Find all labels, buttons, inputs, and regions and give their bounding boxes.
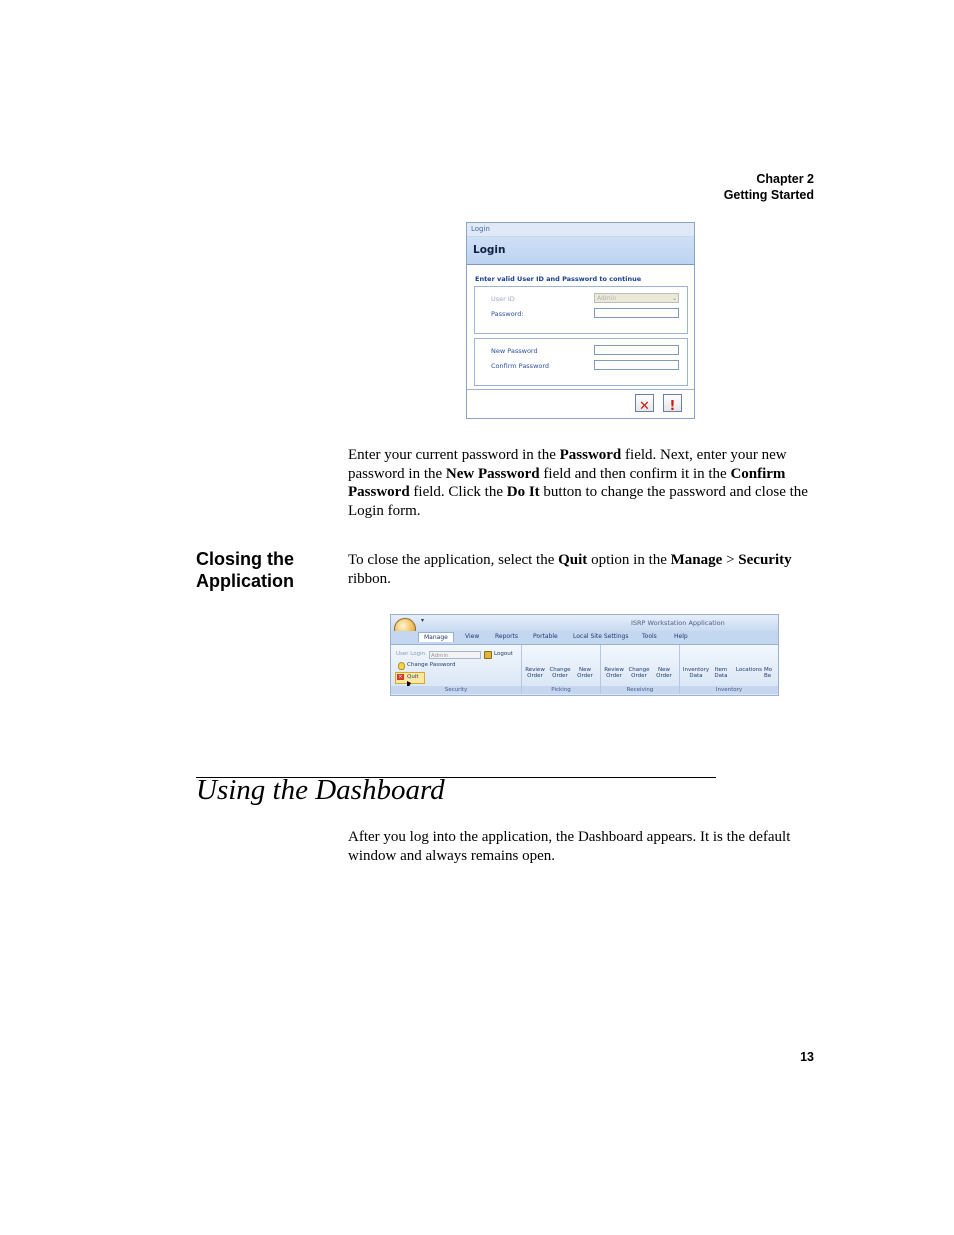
picking-review-order-button[interactable]: Review Order bbox=[525, 667, 545, 679]
tab-manage[interactable]: Manage bbox=[418, 632, 454, 642]
lightbulb-icon bbox=[398, 662, 405, 670]
security-caption: Security bbox=[391, 686, 521, 694]
password-label: Password: bbox=[491, 310, 524, 318]
confirm-password-label: Confirm Password bbox=[491, 362, 550, 370]
tab-view[interactable]: View bbox=[465, 633, 480, 640]
inventory-data-button[interactable]: Inventory Data bbox=[682, 667, 710, 679]
tab-portable[interactable]: Portable bbox=[533, 633, 558, 640]
user-id-select[interactable] bbox=[594, 293, 679, 303]
picking-change-order-button[interactable]: Change Order bbox=[549, 667, 571, 679]
locations-button[interactable]: Locations bbox=[735, 667, 763, 673]
security-group bbox=[391, 645, 522, 694]
user-id-label: User ID bbox=[491, 295, 515, 303]
picking-group bbox=[522, 645, 601, 694]
dashboard-title: Using the Dashboard bbox=[196, 774, 445, 806]
inventory-group bbox=[680, 645, 778, 694]
tab-local-site-settings[interactable]: Local Site Settings bbox=[573, 633, 629, 640]
lock-icon bbox=[484, 651, 492, 659]
chapter-label: Chapter 2 bbox=[756, 172, 814, 186]
cancel-button[interactable] bbox=[635, 394, 654, 412]
receiving-group bbox=[601, 645, 680, 694]
close-x-icon: ✕ bbox=[639, 399, 650, 414]
login-window-title: Login bbox=[467, 223, 694, 237]
picking-new-order-button[interactable]: New Order bbox=[577, 667, 593, 679]
page-number: 13 bbox=[800, 1050, 814, 1064]
quit-label: Quit bbox=[407, 674, 419, 680]
picking-caption: Picking bbox=[522, 686, 600, 694]
do-it-button[interactable] bbox=[663, 394, 682, 412]
password-instructions: Enter your current password in the Password field. Next, enter your new password in the New Password field and then confirm it in the Confirm Password field. Click the Do It button to change the password and close the Login form. bbox=[348, 447, 808, 519]
receiving-new-order-button[interactable]: New Order bbox=[656, 667, 672, 679]
receiving-caption: Receiving bbox=[601, 686, 679, 694]
dashboard-paragraph: After you log into the application, the Dashboard appears. It is the default window and always remains open. bbox=[348, 829, 791, 864]
logout-button[interactable]: Logout bbox=[494, 651, 513, 657]
inventory-caption: Inventory bbox=[680, 686, 778, 694]
tab-help[interactable]: Help bbox=[674, 633, 688, 640]
ribbon-tabs bbox=[391, 631, 778, 645]
closing-heading: Closing the Application bbox=[196, 549, 294, 591]
new-password-field[interactable] bbox=[594, 345, 679, 355]
close-x-icon: × bbox=[398, 674, 403, 680]
user-id-value: Admin bbox=[597, 295, 617, 302]
tab-reports[interactable]: Reports bbox=[495, 633, 519, 640]
ribbon-screenshot bbox=[390, 614, 779, 696]
section-label: Getting Started bbox=[723, 188, 814, 202]
change-password-button[interactable]: Change Password bbox=[407, 662, 456, 668]
credentials-group bbox=[474, 286, 688, 334]
receiving-change-order-button[interactable]: Change Order bbox=[628, 667, 650, 679]
password-field[interactable] bbox=[594, 308, 679, 318]
app-title: ISRP Workstation Application bbox=[631, 619, 725, 627]
user-login-label: User Login bbox=[396, 651, 426, 657]
quick-access-toolbar[interactable]: ▾ bbox=[421, 617, 425, 624]
item-data-button[interactable]: Item Data bbox=[714, 667, 728, 679]
new-password-group bbox=[474, 338, 688, 386]
dialog-footer-divider bbox=[467, 389, 694, 390]
login-heading: Login bbox=[467, 237, 694, 265]
exclamation-icon: ! bbox=[669, 399, 676, 414]
receiving-review-order-button[interactable]: Review Order bbox=[604, 667, 624, 679]
login-instruction: Enter valid User ID and Password to continue bbox=[475, 275, 642, 283]
tab-tools[interactable]: Tools bbox=[642, 633, 657, 640]
user-login-field[interactable]: Admin bbox=[429, 651, 481, 659]
closing-paragraph: To close the application, select the Quit option in the Manage > Security ribbon. bbox=[348, 552, 792, 587]
confirm-password-field[interactable] bbox=[594, 360, 679, 370]
new-password-label: New Password bbox=[491, 347, 538, 355]
login-dialog bbox=[466, 222, 695, 419]
chevron-down-icon: ⌄ bbox=[671, 295, 677, 302]
more-button[interactable]: Mo Be bbox=[764, 667, 773, 679]
